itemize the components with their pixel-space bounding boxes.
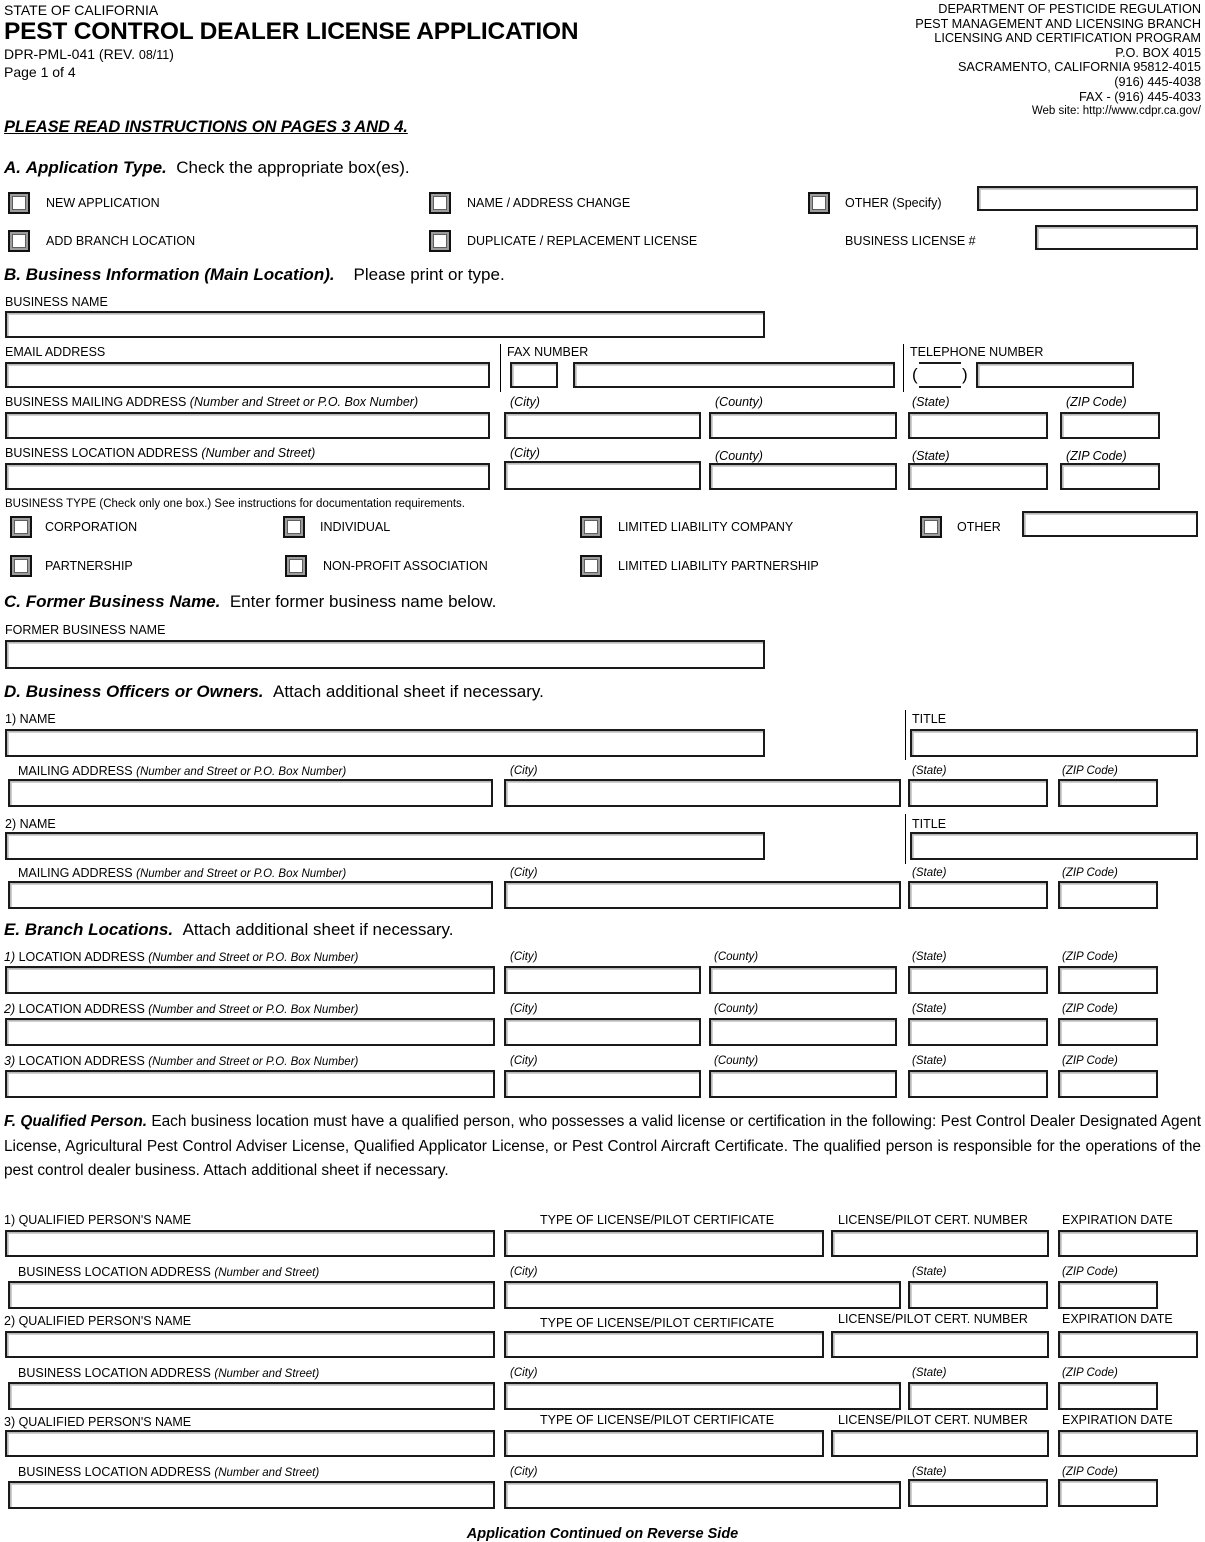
page-number: Page 1 of 4 — [4, 64, 76, 80]
qp-2-street-input[interactable] — [8, 1382, 495, 1410]
section-e-title: Branch Locations. — [24, 920, 174, 939]
label-branch-1-zip: (ZIP Code) — [1062, 951, 1118, 963]
branch-3-county-input[interactable] — [709, 1070, 897, 1098]
section-a-subtitle: Check the appropriate box(es). — [176, 158, 410, 177]
qp-1-bl-hint: (Number and Street) — [214, 1267, 320, 1279]
divider-officer-2-title — [905, 814, 906, 864]
location-address-text: BUSINESS LOCATION ADDRESS — [5, 446, 198, 460]
branch-3-state-input[interactable] — [908, 1070, 1048, 1098]
label-qp-2-state: (State) — [912, 1367, 947, 1379]
section-e-heading — [4, 920, 453, 940]
label-branch-2-county: (County) — [714, 1003, 759, 1015]
officer-1-mailing-hint: (Number and Street or P.O. Box Number) — [136, 766, 347, 778]
label-officer-1-zip: (ZIP Code) — [1062, 765, 1118, 777]
label-telephone-number: TELEPHONE NUMBER — [910, 345, 1044, 359]
officer-2-city-input[interactable] — [504, 881, 901, 909]
label-location-state: (State) — [912, 449, 950, 463]
label-location-county: (County) — [715, 449, 763, 463]
divider-fax-phone — [903, 344, 904, 392]
location-city-input[interactable] — [504, 461, 701, 490]
label-former-business-name: FORMER BUSINESS NAME — [5, 623, 166, 637]
mailing-zip-input[interactable] — [1060, 412, 1160, 439]
label-qp-1-expiration: EXPIRATION DATE — [1062, 1213, 1173, 1227]
label-qp-1-state: (State) — [912, 1266, 947, 1278]
branch-3-address-hint: (Number and Street or P.O. Box Number) — [148, 1056, 359, 1068]
label-qp-2-type: TYPE OF LICENSE/PILOT CERTIFICATE — [540, 1316, 775, 1330]
qp-1-bl-text: BUSINESS LOCATION ADDRESS — [18, 1265, 211, 1279]
label-add-branch-location: ADD BRANCH LOCATION — [46, 234, 196, 248]
label-other-specify: OTHER (Specify) — [845, 196, 942, 210]
label-business-location-address — [5, 447, 315, 460]
label-branch-1-county: (County) — [714, 951, 759, 963]
section-c-subtitle: Enter former business name below. — [229, 592, 497, 611]
label-name-address-change: NAME / ADDRESS CHANGE — [467, 196, 631, 210]
state-label: STATE OF CALIFORNIA — [4, 2, 159, 18]
label-qp-3-state: (State) — [912, 1466, 947, 1478]
label-officer-1-name: 1) NAME — [5, 712, 56, 726]
label-officer-2-title: TITLE — [912, 817, 947, 831]
label-qp-3-zip: (ZIP Code) — [1062, 1466, 1118, 1478]
other-specify-input[interactable] — [977, 186, 1198, 211]
label-qp-2-number: LICENSE/PILOT CERT. NUMBER — [838, 1312, 1028, 1326]
fax-area-code-input[interactable] — [510, 362, 558, 388]
officer-2-name-input[interactable] — [5, 832, 765, 860]
section-f-paragraph — [4, 1110, 1201, 1184]
qp-3-zip-input[interactable] — [1058, 1479, 1158, 1507]
branch-3-city-input[interactable] — [504, 1070, 701, 1098]
section-e-subtitle: Attach additional sheet if necessary. — [182, 920, 454, 939]
qp-1-state-input[interactable] — [908, 1281, 1048, 1309]
label-mailing-city: (City) — [510, 395, 540, 409]
qp-1-street-input[interactable] — [8, 1281, 495, 1309]
business-license-number-input[interactable] — [1035, 225, 1198, 250]
qp-2-bl-text: BUSINESS LOCATION ADDRESS — [18, 1366, 211, 1380]
branch-1-address-label: LOCATION ADDRESS — [18, 950, 145, 964]
label-mailing-county: (County) — [715, 395, 763, 409]
qp-2-type-input[interactable] — [504, 1331, 824, 1358]
label-mailing-zip: (ZIP Code) — [1066, 395, 1127, 409]
label-limited-liability-company: LIMITED LIABILITY COMPANY — [618, 520, 794, 534]
label-branch-1 — [4, 951, 358, 964]
qp-2-expiration-input[interactable] — [1058, 1331, 1198, 1358]
checkbox-corporation[interactable] — [10, 516, 32, 538]
label-officer-1-title: TITLE — [912, 712, 947, 726]
label-qp-3-business-location — [18, 1466, 319, 1479]
label-branch-1-state: (State) — [912, 951, 947, 963]
label-qp-3-city: (City) — [510, 1466, 538, 1478]
section-b-subtitle: Please print or type. — [353, 265, 505, 284]
label-qp-1-business-location — [18, 1266, 319, 1279]
section-c-title: Former Business Name. — [25, 592, 221, 611]
agency-line-4: SACRAMENTO, CALIFORNIA 95812-4015 — [957, 60, 1201, 75]
qp-3-street-input[interactable] — [8, 1481, 495, 1509]
branch-1-zip-input[interactable] — [1058, 966, 1158, 994]
officer-2-zip-input[interactable] — [1058, 881, 1158, 909]
qp-3-name-input[interactable] — [5, 1430, 495, 1457]
label-branch-3-city: (City) — [510, 1055, 538, 1067]
location-street-input[interactable] — [5, 463, 490, 490]
qp-1-zip-input[interactable] — [1058, 1281, 1158, 1309]
label-qp-2-zip: (ZIP Code) — [1062, 1367, 1118, 1379]
label-individual: INDIVIDUAL — [320, 520, 391, 534]
officer-2-street-input[interactable] — [8, 881, 493, 909]
section-a-heading — [4, 158, 410, 178]
branch-1-county-input[interactable] — [709, 966, 897, 994]
officer-1-name-input[interactable] — [5, 729, 765, 757]
divider-officer-1-title — [905, 710, 906, 760]
email-address-input[interactable] — [5, 362, 490, 388]
mailing-county-input[interactable] — [709, 412, 897, 439]
label-qp-2-name: 2) QUALIFIED PERSON'S NAME — [4, 1314, 192, 1328]
label-qp-1-zip: (ZIP Code) — [1062, 1266, 1118, 1278]
qp-1-city-input[interactable] — [504, 1281, 901, 1309]
label-qp-1-number: LICENSE/PILOT CERT. NUMBER — [838, 1213, 1028, 1227]
officer-2-mailing-hint: (Number and Street or P.O. Box Number) — [136, 868, 347, 880]
checkbox-non-profit-association[interactable] — [285, 555, 307, 577]
label-branch-3 — [4, 1055, 358, 1068]
label-business-type: BUSINESS TYPE (Check only one box.) See instructions for documentation requirements. — [5, 498, 466, 510]
mailing-city-input[interactable] — [504, 412, 701, 439]
label-officer-1-city: (City) — [510, 765, 538, 777]
agency-line-3: P.O. BOX 4015 — [1115, 45, 1201, 60]
officer-2-mailing-text: MAILING ADDRESS — [18, 866, 133, 880]
label-qp-3-type: TYPE OF LICENSE/PILOT CERTIFICATE — [540, 1413, 775, 1427]
label-corporation: CORPORATION — [45, 520, 138, 534]
branch-2-city-input[interactable] — [504, 1018, 701, 1046]
agency-address-block — [915, 2, 1201, 119]
qp-3-bl-text: BUSINESS LOCATION ADDRESS — [18, 1465, 211, 1479]
label-non-profit-association: NON-PROFIT ASSOCIATION — [323, 559, 488, 573]
checkbox-partnership[interactable] — [10, 555, 32, 577]
label-officer-2-city: (City) — [510, 867, 538, 879]
form-number-close: ) — [169, 46, 174, 62]
section-d-subtitle: Attach additional sheet if necessary. — [272, 682, 544, 701]
qp-2-bl-hint: (Number and Street) — [214, 1368, 320, 1380]
agency-fax: FAX - (916) 445-4033 — [1078, 89, 1201, 104]
section-c-heading — [4, 592, 496, 612]
checkbox-individual[interactable] — [283, 516, 305, 538]
officer-1-mailing-text: MAILING ADDRESS — [18, 764, 133, 778]
qp-2-city-input[interactable] — [504, 1382, 901, 1410]
form-revision: 08/11 — [138, 48, 170, 62]
section-a-title: Application Type. — [25, 158, 167, 177]
qp-2-number-input[interactable] — [831, 1331, 1049, 1358]
qp-1-number-input[interactable] — [831, 1230, 1049, 1257]
checkbox-other[interactable] — [808, 192, 830, 214]
label-officer-1-mailing — [18, 765, 346, 778]
checkbox-limited-liability-partnership[interactable] — [580, 555, 602, 577]
officer-1-title-input[interactable] — [910, 729, 1198, 757]
branch-2-index: 2) — [4, 1002, 16, 1016]
label-branch-3-county: (County) — [714, 1055, 759, 1067]
label-partnership: PARTNERSHIP — [45, 559, 133, 573]
telephone-paren-close: ) — [962, 365, 968, 384]
label-qp-1-type: TYPE OF LICENSE/PILOT CERTIFICATE — [540, 1213, 775, 1227]
business-name-input[interactable] — [5, 311, 765, 338]
qp-2-zip-input[interactable] — [1058, 1382, 1158, 1410]
qp-3-number-input[interactable] — [831, 1430, 1049, 1457]
checkbox-name-address-change[interactable] — [429, 192, 451, 214]
label-branch-2 — [4, 1003, 358, 1016]
footer-note: Application Continued on Reverse Side — [466, 1526, 739, 1542]
label-qp-3-expiration: EXPIRATION DATE — [1062, 1413, 1173, 1427]
label-qp-3-number: LICENSE/PILOT CERT. NUMBER — [838, 1413, 1028, 1427]
officer-2-title-input[interactable] — [910, 832, 1198, 860]
header-left-block — [4, 2, 578, 81]
agency-phone: (916) 445-4038 — [1114, 74, 1201, 89]
section-b-heading — [4, 265, 505, 285]
agency-line-0: DEPARTMENT OF PESTICIDE REGULATION — [938, 2, 1201, 16]
section-f-title: Qualified Person. — [20, 1113, 147, 1130]
agency-line-1: PEST MANAGEMENT AND LICENSING BRANCH — [915, 16, 1201, 31]
label-location-city: (City) — [510, 446, 540, 460]
branch-3-street-input[interactable] — [5, 1070, 495, 1098]
officer-2-state-input[interactable] — [908, 881, 1048, 909]
branch-1-address-hint: (Number and Street or P.O. Box Number) — [148, 952, 359, 964]
checkbox-duplicate-replacement[interactable] — [429, 230, 451, 252]
checkbox-add-branch-location[interactable] — [8, 230, 30, 252]
label-mailing-state: (State) — [912, 395, 950, 409]
location-zip-input[interactable] — [1060, 463, 1160, 490]
label-qp-2-city: (City) — [510, 1367, 538, 1379]
location-state-input[interactable] — [908, 463, 1048, 490]
branch-1-index: 1) — [4, 950, 16, 964]
branch-2-address-hint: (Number and Street or P.O. Box Number) — [148, 1004, 359, 1016]
label-branch-1-city: (City) — [510, 951, 538, 963]
label-branch-2-state: (State) — [912, 1003, 947, 1015]
label-branch-2-zip: (ZIP Code) — [1062, 1003, 1118, 1015]
business-type-other-input[interactable] — [1022, 511, 1198, 537]
label-officer-1-state: (State) — [912, 765, 947, 777]
label-branch-3-state: (State) — [912, 1055, 947, 1067]
label-fax-number: FAX NUMBER — [507, 345, 589, 359]
page-title: PEST CONTROL DEALER LICENSE APPLICATION — [4, 18, 579, 45]
label-branch-2-city: (City) — [510, 1003, 538, 1015]
telephone-area-code-input[interactable] — [919, 362, 961, 388]
qp-2-state-input[interactable] — [908, 1382, 1048, 1410]
section-d-letter: D. — [4, 682, 21, 701]
section-d-heading — [4, 682, 544, 702]
qp-3-city-input[interactable] — [504, 1481, 901, 1509]
location-address-hint: (Number and Street) — [201, 446, 316, 460]
officer-1-city-input[interactable] — [504, 779, 901, 807]
section-a-letter: A. — [4, 158, 21, 177]
branch-1-city-input[interactable] — [504, 966, 701, 994]
qp-3-bl-hint: (Number and Street) — [214, 1467, 320, 1479]
branch-2-state-input[interactable] — [908, 1018, 1048, 1046]
qp-1-type-input[interactable] — [504, 1230, 824, 1257]
label-duplicate-replacement: DUPLICATE / REPLACEMENT LICENSE — [467, 234, 698, 248]
mailing-address-hint: (Number and Street or P.O. Box Number) — [189, 395, 419, 409]
instructions-notice: PLEASE READ INSTRUCTIONS ON PAGES 3 AND 4. — [4, 118, 408, 136]
label-officer-2-state: (State) — [912, 867, 947, 879]
label-qp-2-business-location — [18, 1367, 319, 1380]
checkbox-business-type-other[interactable] — [920, 516, 942, 538]
officer-1-street-input[interactable] — [8, 779, 493, 807]
label-qp-1-name: 1) QUALIFIED PERSON'S NAME — [4, 1213, 192, 1227]
label-qp-3-name: 3) QUALIFIED PERSON'S NAME — [4, 1415, 192, 1429]
divider-email-fax — [500, 344, 501, 392]
form-number-text: DPR-PML-041 (REV. — [4, 46, 135, 62]
officer-1-zip-input[interactable] — [1058, 779, 1158, 807]
former-business-name-input[interactable] — [5, 640, 765, 669]
section-c-letter: C. — [4, 592, 21, 611]
form-number — [4, 46, 578, 64]
branch-1-state-input[interactable] — [908, 966, 1048, 994]
section-e-letter: E. — [4, 920, 21, 939]
label-business-mailing-address — [5, 396, 418, 409]
label-officer-2-name: 2) NAME — [5, 817, 56, 831]
officer-1-state-input[interactable] — [908, 779, 1048, 807]
label-new-application: NEW APPLICATION — [46, 196, 160, 210]
label-qp-1-city: (City) — [510, 1266, 538, 1278]
label-officer-2-zip: (ZIP Code) — [1062, 867, 1118, 879]
qp-3-type-input[interactable] — [504, 1430, 824, 1457]
checkbox-new-application[interactable] — [8, 192, 30, 214]
branch-1-street-input[interactable] — [5, 966, 495, 994]
label-business-name: BUSINESS NAME — [5, 295, 108, 309]
qp-1-name-input[interactable] — [5, 1230, 495, 1257]
section-d-title: Business Officers or Owners. — [25, 682, 264, 701]
label-branch-3-zip: (ZIP Code) — [1062, 1055, 1118, 1067]
qp-2-name-input[interactable] — [5, 1331, 495, 1358]
section-b-title: Business Information (Main Location). — [25, 265, 335, 284]
qp-3-state-input[interactable] — [908, 1479, 1048, 1507]
label-email-address: EMAIL ADDRESS — [5, 345, 106, 359]
branch-3-address-label: LOCATION ADDRESS — [18, 1054, 145, 1068]
fax-number-input[interactable] — [573, 362, 895, 388]
label-officer-2-mailing — [18, 867, 346, 880]
mailing-address-text: BUSINESS MAILING ADDRESS — [5, 395, 187, 409]
branch-2-address-label: LOCATION ADDRESS — [18, 1002, 145, 1016]
agency-line-2: LICENSING AND CERTIFICATION PROGRAM — [934, 31, 1201, 46]
label-location-zip: (ZIP Code) — [1066, 449, 1127, 463]
qp-3-expiration-input[interactable] — [1058, 1430, 1198, 1457]
checkbox-limited-liability-company[interactable] — [580, 516, 602, 538]
section-b-letter: B. — [4, 265, 21, 284]
label-limited-liability-partnership: LIMITED LIABILITY PARTNERSHIP — [618, 559, 819, 573]
location-county-input[interactable] — [709, 463, 897, 490]
section-f-body: Each business location must have a qualified person, who possesses a valid license or certification in the following: Pest Control Dealer Designated Agent License, Agricultural Pest Control Adviser License, Qualified Applicator License, or Pest Control Aircraft Certificate. The qualified person is responsible for the operations of the pest control dealer business. Attach additional sheet if necessary. — [4, 1113, 1202, 1179]
branch-3-index: 3) — [4, 1054, 16, 1068]
mailing-state-input[interactable] — [908, 412, 1048, 439]
telephone-paren-open: ( — [912, 365, 918, 384]
branch-2-street-input[interactable] — [5, 1018, 495, 1046]
branch-2-zip-input[interactable] — [1058, 1018, 1158, 1046]
agency-website: Web site: http://www.cdpr.ca.gov/ — [1031, 105, 1201, 118]
label-qp-2-expiration: EXPIRATION DATE — [1062, 1312, 1173, 1326]
telephone-number-input[interactable] — [976, 362, 1134, 388]
qp-1-expiration-input[interactable] — [1058, 1230, 1198, 1257]
mailing-street-input[interactable] — [5, 412, 490, 439]
label-business-type-other: OTHER — [957, 520, 1001, 534]
branch-3-zip-input[interactable] — [1058, 1070, 1158, 1098]
section-f-letter: F. — [4, 1113, 16, 1130]
branch-2-county-input[interactable] — [709, 1018, 897, 1046]
label-business-license-number: BUSINESS LICENSE # — [845, 234, 976, 248]
